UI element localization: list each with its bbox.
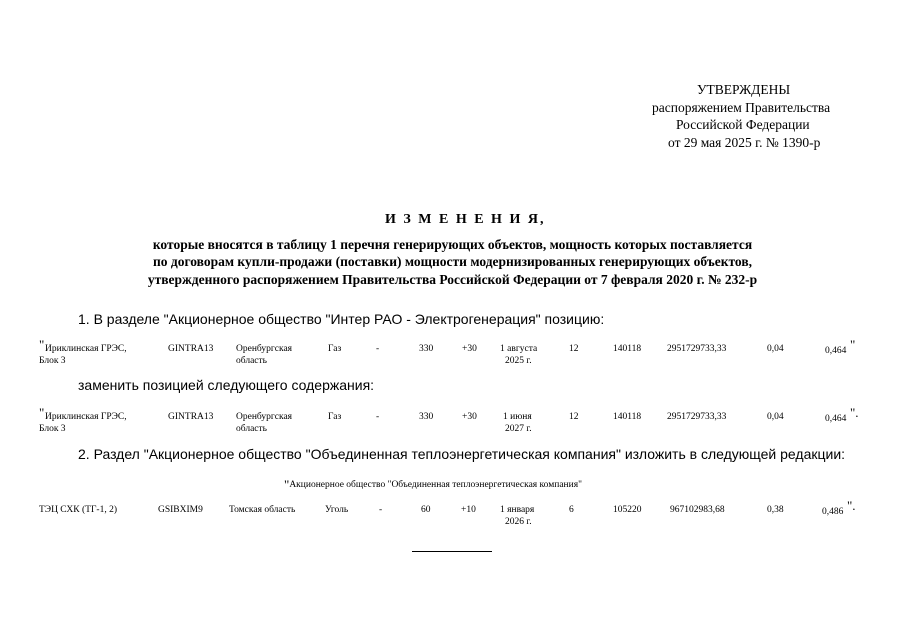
approved-authority-line: Российской Федерации — [676, 117, 810, 132]
region-2: область — [236, 424, 268, 434]
date: 1 января — [500, 505, 535, 515]
fuel: Газ — [328, 412, 342, 422]
k1: 0,04 — [767, 344, 784, 354]
date: 1 августа — [500, 344, 538, 354]
object-name: Ириклинская ГРЭС, — [45, 412, 127, 422]
object-name-2: Блок 3 — [39, 356, 66, 366]
object-code: GINTRA13 — [168, 412, 214, 422]
cost: 2951729733,33 — [667, 344, 727, 354]
power: 60 — [421, 505, 431, 515]
close-quote: " — [850, 337, 856, 352]
dash: - — [376, 344, 380, 354]
table-row-3 — [0, 498, 905, 529]
date-2: 2025 г. — [505, 356, 532, 366]
open-quote: " — [39, 337, 45, 352]
cost: 2951729733,33 — [667, 412, 727, 422]
date-2: 2026 г. — [505, 517, 532, 527]
n2: 140118 — [613, 412, 642, 422]
table-row-1 — [0, 337, 905, 368]
delta: +10 — [461, 505, 476, 515]
power: 330 — [419, 412, 434, 422]
document-subtitle-line-1: которые вносятся в таблицу 1 перечня генерирующих объектов, мощность которых поставляется — [152, 237, 753, 252]
date-2: 2027 г. — [505, 424, 532, 434]
object-name: ТЭЦ СХК (ТГ-1, 2) — [39, 505, 118, 515]
document-subtitle-line-3: утвержденного распоряжением Правительства Российской Федерации от 7 февраля 2020 г. № 232-р — [147, 272, 758, 287]
company-header — [284, 475, 582, 491]
object-name-2: Блок 3 — [39, 424, 66, 434]
approved-by-line: распоряжением Правительства — [652, 100, 831, 115]
region: Оренбургская — [236, 412, 293, 422]
n1: 6 — [569, 505, 574, 515]
cost: 967102983,68 — [670, 505, 725, 515]
k1: 0,38 — [767, 505, 784, 515]
dash: - — [379, 505, 383, 515]
k1: 0,04 — [767, 412, 784, 422]
delta: +30 — [462, 412, 477, 422]
replace-instruction: заменить позицией следующего содержания: — [78, 377, 375, 393]
date: 1 июня — [503, 412, 532, 422]
closing-divider — [412, 551, 492, 552]
delta: +30 — [462, 344, 477, 354]
document-title: И З М Е Н Е Н И Я, — [385, 212, 546, 227]
approved-date-line: от 29 мая 2025 г. № 1390-р — [668, 135, 821, 150]
object-code: GSIBXIM9 — [158, 505, 203, 515]
company-header-text: Акционерное общество "Объединенная теплоэнергетическая компания" — [289, 480, 582, 490]
n2: 140118 — [613, 344, 642, 354]
power: 330 — [419, 344, 434, 354]
close-quote: ". — [850, 405, 859, 420]
region: Томская область — [229, 505, 296, 515]
object-code: GINTRA13 — [168, 344, 214, 354]
k2: 0,464 — [825, 346, 847, 356]
document-subtitle-line-2: по договорам купли-продажи (поставки) мощности модернизированных генерирующих объектов, — [152, 254, 753, 269]
n1: 12 — [569, 344, 579, 354]
open-quote: " — [39, 405, 45, 420]
k2: 0,464 — [825, 414, 847, 424]
open-quote: " — [284, 477, 290, 492]
region-2: область — [236, 356, 268, 366]
section-1-heading: 1. В разделе "Акционерное общество "Интер РАО - Электрогенерация" позицию: — [78, 311, 605, 327]
object-name: Ириклинская ГРЭС, — [45, 344, 127, 354]
table-row-2 — [0, 405, 905, 436]
close-quote: ". — [847, 498, 856, 513]
k2: 0,486 — [822, 507, 844, 517]
region: Оренбургская — [236, 344, 293, 354]
dash: - — [376, 412, 380, 422]
n1: 12 — [569, 412, 579, 422]
fuel: Газ — [328, 344, 342, 354]
approved-heading: УТВЕРЖДЕНЫ — [697, 82, 791, 97]
n2: 105220 — [613, 505, 642, 515]
fuel: Уголь — [325, 505, 349, 515]
section-2-heading: 2. Раздел "Акционерное общество "Объединенная теплоэнергетическая компания" изложить в следующей редакции: — [78, 446, 846, 462]
